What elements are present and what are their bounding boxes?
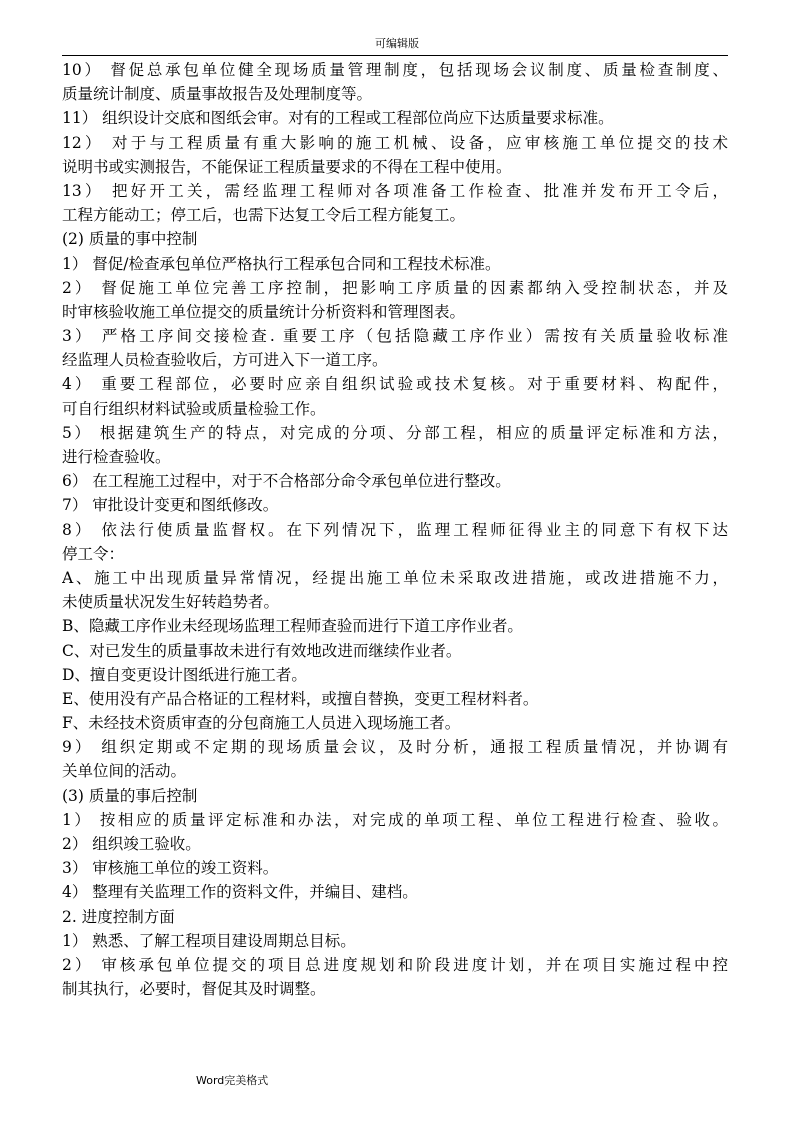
text-line: 11） 组织设计交底和图纸会审。对有的工程或工程部位尚应下达质量要求标准。 <box>62 109 614 128</box>
text-line: (2) 质量的事中控制 <box>62 230 198 249</box>
text-line: F、未经技术资质审查的分包商施工人员进入现场施工者。 <box>62 714 461 733</box>
document-body <box>62 58 728 1001</box>
text-line: 工程方能动工；停工后，也需下达复工令后工程方能复工。 <box>62 206 466 225</box>
text-line: 2. 进度控制方面 <box>62 907 175 926</box>
text-line: E、使用没有产品合格证的工程材料，或擅自替换，变更工程材料者。 <box>62 689 539 708</box>
text-line: 2） 督促施工单位完善工序控制，把影响工序质量的因素都纳入受控制状态，并及 <box>62 278 728 297</box>
text-line: 3） 严格工序间交接检查. 重要工序（包括隐藏工序作业）需按有关质量验收标准 <box>62 327 728 346</box>
text-line: 时审核验收施工单位提交的质量统计分析资料和管理图表。 <box>62 302 466 321</box>
page-footer-label: Word完美格式 <box>196 1074 269 1087</box>
text-line: 经监理人员检查验收后，方可进入下一道工序。 <box>62 351 388 370</box>
text-line: 停工令： <box>62 544 125 563</box>
text-line: 7） 审批设计变更和图纸修改。 <box>62 496 279 515</box>
text-line: 质量统计制度、质量事故报告及处理制度等。 <box>62 85 373 104</box>
text-line: B、隐藏工序作业未经现场监理工程师查验而进行下道工序作业者。 <box>62 617 523 636</box>
text-line: 1） 按相应的质量评定标准和办法，对完成的单项工程、单位工程进行检查、验收。 <box>62 810 728 829</box>
text-line: 8） 依法行使质量监督权。在下列情况下，监理工程师征得业主的同意下有权下达 <box>62 520 728 539</box>
text-line: 2） 审核承包单位提交的项目总进度规划和阶段进度计划，并在项目实施过程中控 <box>62 955 728 974</box>
text-line: A、施工中出现质量异常情况，经提出施工单位未采取改进措施，或改进措施不力， <box>62 568 728 587</box>
text-line: 4） 重要工程部位，必要时应亲自组织试验或技术复核。对于重要材料、构配件， <box>62 375 728 394</box>
text-line: 12） 对于与工程质量有重大影响的施工机械、设备，应审核施工单位提交的技术 <box>62 133 728 152</box>
header-divider <box>62 55 728 56</box>
text-line: 10） 督促总承包单位健全现场质量管理制度，包括现场会议制度、质量检查制度、 <box>62 61 728 79</box>
text-line: 1） 督促/检查承包单位严格执行工程承包合同和工程技术标准。 <box>62 254 501 273</box>
text-line: 说明书或实测报告，不能保证工程质量要求的不得在工程中使用。 <box>62 157 512 176</box>
text-line: 未使质量状况发生好转趋势者。 <box>62 593 280 612</box>
page-header-label: 可编辑版 <box>375 37 419 50</box>
text-line: 关单位间的活动。 <box>62 762 187 781</box>
text-line: 进行检查验收。 <box>62 448 171 466</box>
text-line: 9） 组织定期或不定期的现场质量会议，及时分析，通报工程质量情况，并协调有 <box>62 738 728 757</box>
text-line: 3） 审核施工单位的竣工资料。 <box>62 859 279 878</box>
text-line: 5） 根据建筑生产的特点，对完成的分项、分部工程，相应的质量评定标准和方法， <box>62 423 728 442</box>
text-line: D、擅自变更设计图纸进行施工者。 <box>62 665 307 684</box>
text-line: (3) 质量的事后控制 <box>62 786 198 805</box>
text-line: 6） 在工程施工过程中，对于不合格部分命令承包单位进行整改。 <box>62 472 511 491</box>
text-line: C、对已发生的质量事故未进行有效地改进而继续作业者。 <box>62 641 462 660</box>
text-line: 4） 整理有关监理工作的资料文件，并编目、建档。 <box>62 883 418 902</box>
text-line: 1） 熟悉、了解工程项目建设周期总目标。 <box>62 931 356 950</box>
text-line: 可自行组织材料试验或质量检验工作。 <box>62 399 326 418</box>
text-line: 制其执行，必要时，督促其及时调整。 <box>62 980 326 999</box>
text-line: 13） 把好开工关，需经监理工程师对各项准备工作检查、批准并发布开工令后， <box>62 181 728 200</box>
text-line: 2） 组织竣工验收。 <box>62 835 201 853</box>
